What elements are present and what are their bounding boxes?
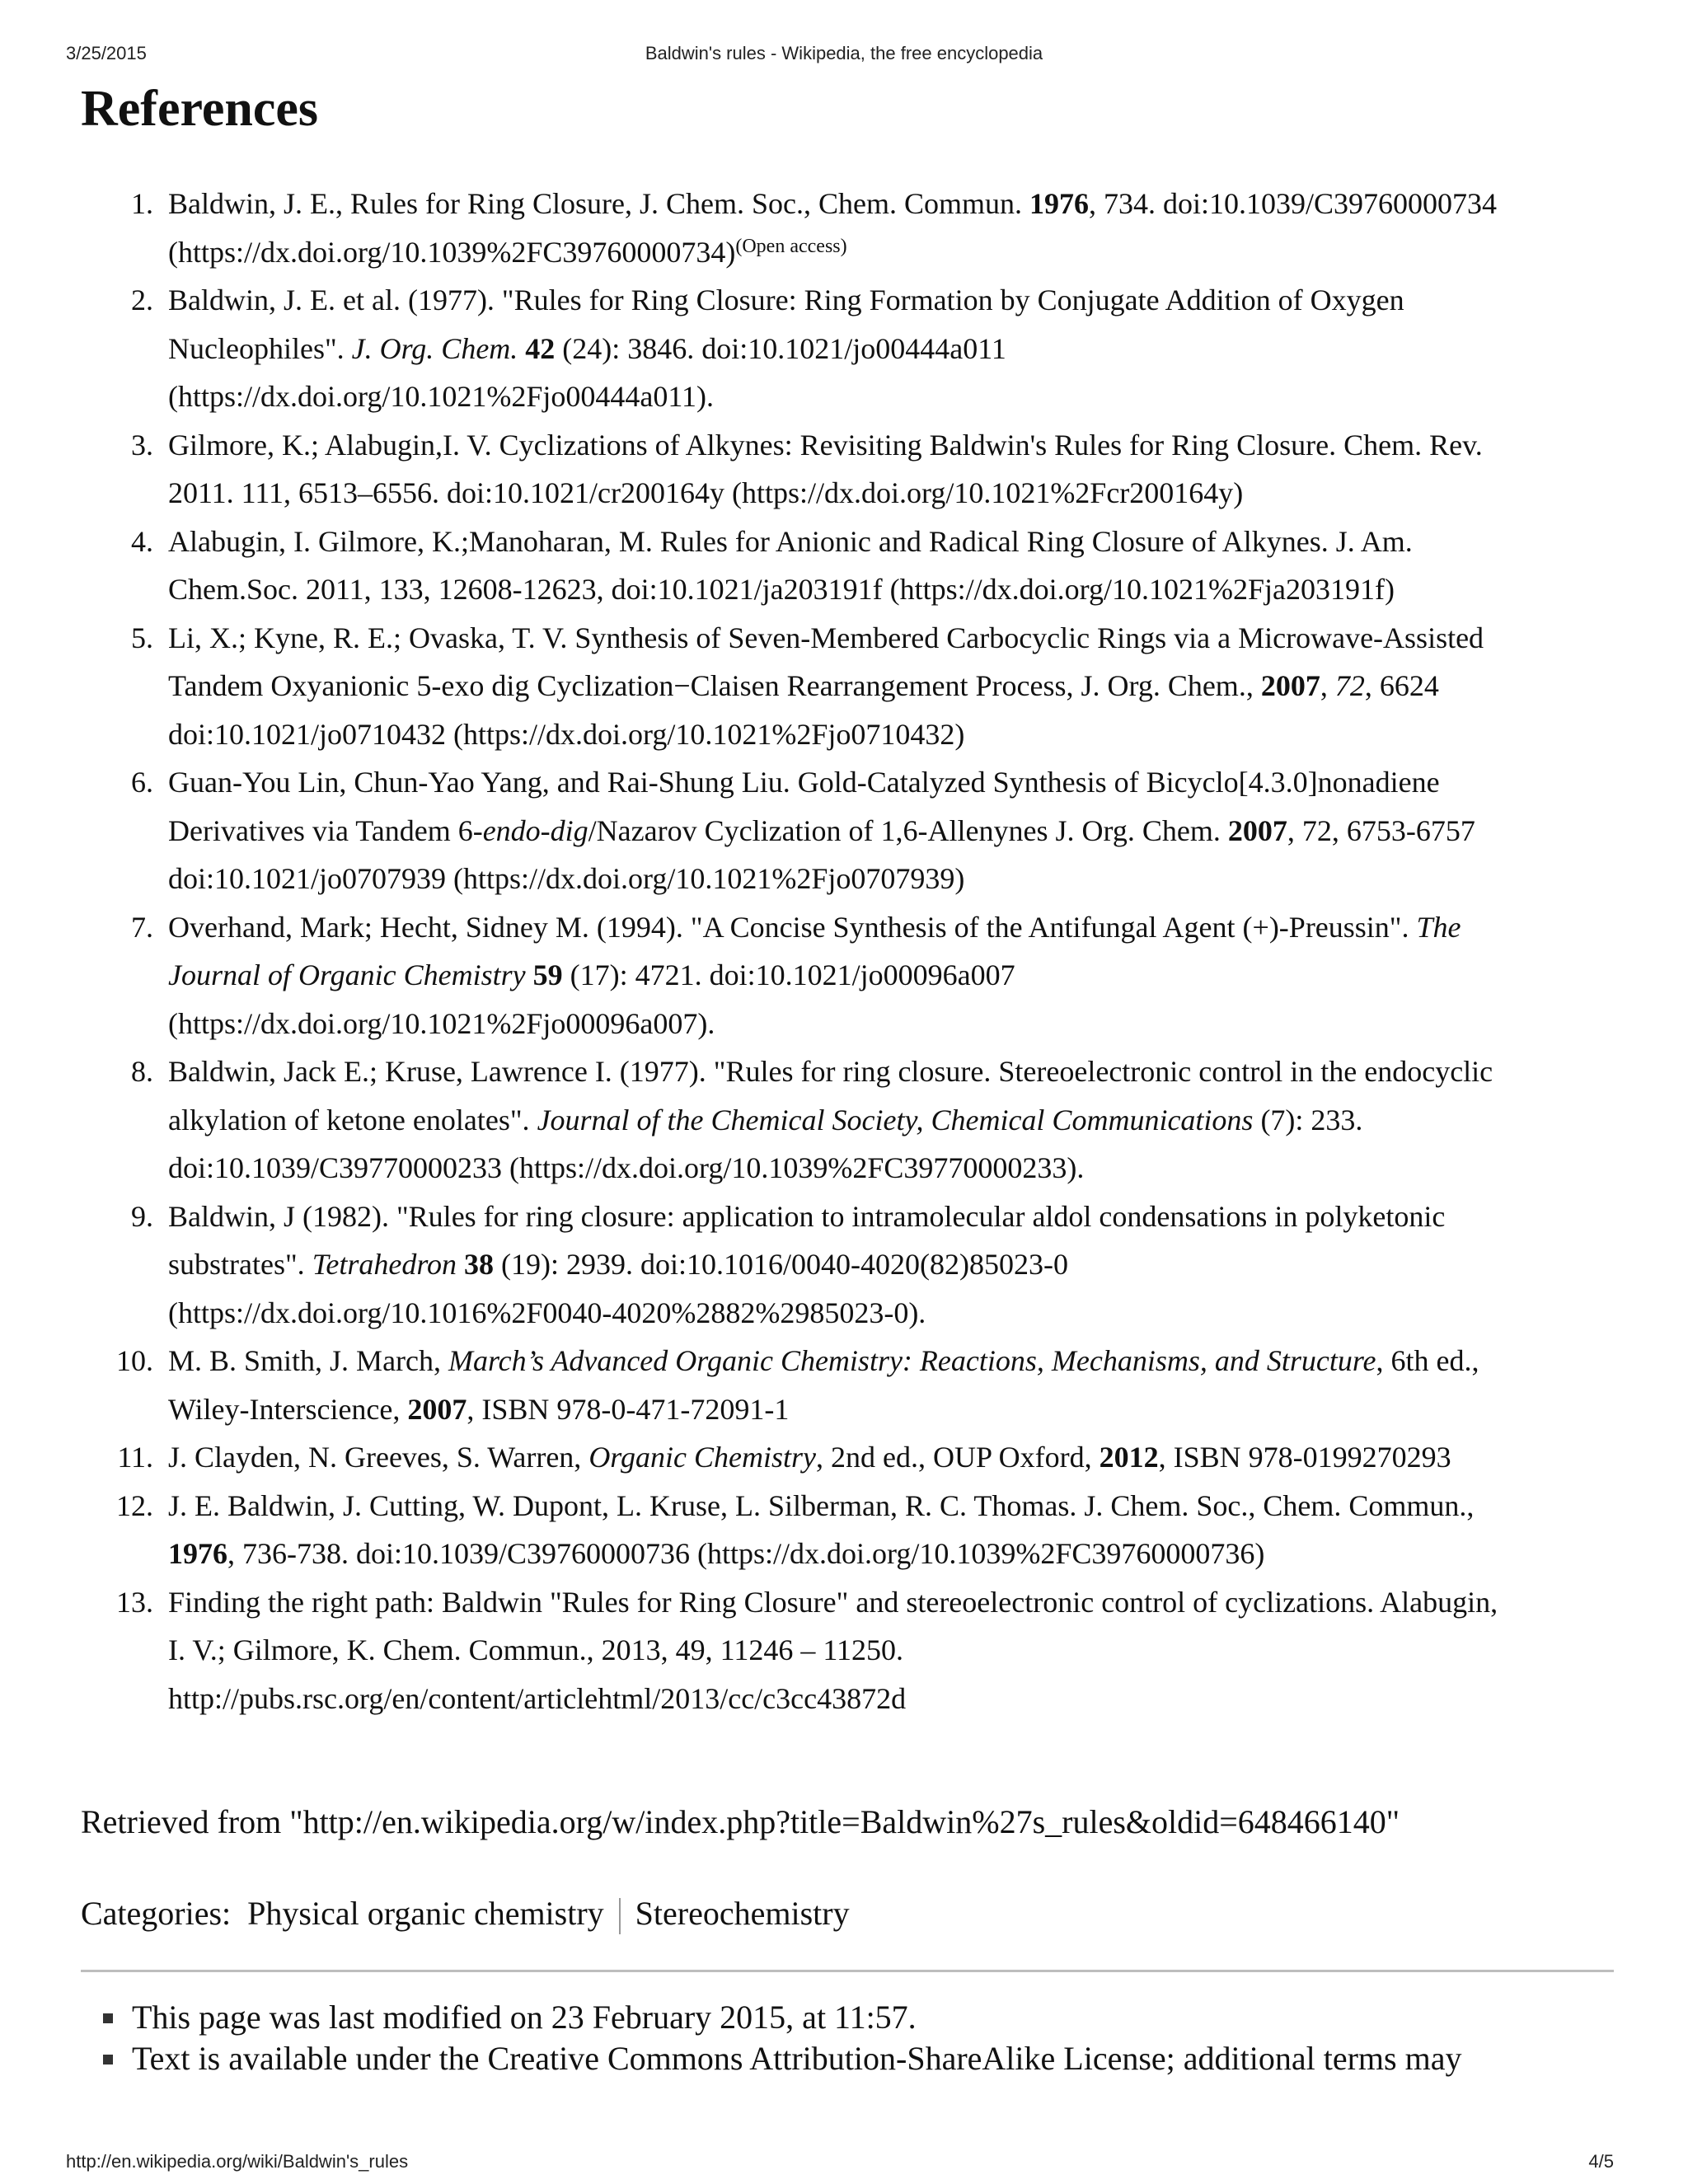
reference-text: J. E. Baldwin, J. Cutting, W. Dupont, L. Kruse, L. Silberman, R. C. Thomas. J. Chem. Soc., Chem. Commun., 1976, 736-738. doi:10.1039/C39760000736 (https://dx.doi.org/10.1039%2FC39760000736) [168,1488,1475,1570]
reference-number: 11. [117,1441,153,1474]
bullet-icon [103,2055,113,2064]
reference-text: Baldwin, J. E. et al. (1977). "Rules for Ring Closure: Ring Formation by Conjugate Addition of Oxygen Nucleophiles". J. Org. Chem. 42 (24): 3846. doi:10.1021/jo00444a011 (https://dx.doi.org/10.1021%2Fjo00444a011). [168,284,1404,413]
footer-info-item [132,1997,1461,2038]
reference-item [131,180,1619,276]
reference-item [131,903,1619,1048]
retrieved-from: Retrieved from "http://en.wikipedia.org/w/index.php?title=Baldwin%27s_rules&oldid=648466140" [81,1803,1400,1840]
print-url: http://en.wikipedia.org/wiki/Baldwin's_rules [66,2151,409,2172]
reference-text: Baldwin, J (1982). "Rules for ring closure: application to intramolecular aldol condensations in polyketonic substrates". Tetrahedron 38 (19): 2939. doi:10.1016/0040-4020(82)85023-0 (https://dx.doi.org/10.1016%2F0040-4020%2882%2985023-0). [168,1199,1446,1329]
reference-item [131,421,1619,518]
license-text: Text is available under the Creative Commons Attribution-ShareAlike License; additional terms may [132,2040,1462,2077]
references-list [116,180,1619,1722]
category-link[interactable]: Physical organic chemistry [247,1895,604,1932]
reference-number: 10. [116,1344,153,1377]
reference-item [131,614,1619,759]
reference-item [117,1433,1619,1482]
reference-text: Alabugin, I. Gilmore, K.;Manoharan, M. Rules for Anionic and Radical Ring Closure of Alkynes. J. Am. Chem.Soc. 2011, 133, 12608-12623, doi:10.1021/ja203191f (https://dx.doi.org/10.1021%2Fja203191f) [168,524,1413,606]
reference-text: Gilmore, K.; Alabugin,I. V. Cyclizations of Alkynes: Revisiting Baldwin's Rules for Ring Closure. Chem. Rev. 2011. 111, 6513–6556. doi:10.1021/cr200164y (https://dx.doi.org/10.1021%2Fcr200164y) [168,428,1483,509]
reference-text: Baldwin, J. E., Rules for Ring Closure, J. Chem. Soc., Chem. Commun. 1976, 734. doi:10.1039/C39760000734 (https://dx.doi.org/10.1039%2FC39760000734)$^{(Open access)}$ [168,187,1498,269]
reference-item [131,518,1619,614]
reference-item [116,1337,1619,1433]
reference-number: 2. [131,284,153,316]
reference-number: 8. [131,1055,153,1088]
print-date: 3/25/2015 [66,43,147,63]
reference-text: Baldwin, Jack E.; Kruse, Lawrence I. (1977). "Rules for ring closure. Stereoelectronic control in the endocyclic alkylation of ketone enolates". Journal of the Chemical Society, Chemical Communications (7): 233. doi:10.1039/C39770000233 (https://dx.doi.org/10.1039%2FC39770000233). [168,1055,1493,1184]
footer-divider [81,1970,1614,1972]
category-link[interactable]: Stereochemistry [635,1895,850,1932]
reference-item [116,1482,1619,1578]
categories-bar [81,1886,850,1937]
reference-text: Finding the right path: Baldwin "Rules for Ring Closure" and stereoelectronic control of cyclizations. Alabugin, I. V.; Gilmore, K. Chem. Commun., 2013, 49, 11246 – 11250. http://pubs.rsc.org/en/content/articlehtml/2013/cc/c3cc43872d [168,1585,1498,1715]
reference-number: 3. [131,428,153,462]
print-page-title: Baldwin's rules - Wikipedia, the free encyclopedia [645,43,1043,63]
reference-number: 1. [131,187,153,220]
reference-item [116,1578,1619,1723]
footer-info-item [132,2038,1461,2079]
reference-text: Overhand, Mark; Hecht, Sidney M. (1994). "A Concise Synthesis of the Antifungal Agent (+)-Preussin". The Journal of Organic Chemistry 59 (17): 4721. doi:10.1021/jo00096a007 (https://dx.doi.org/10.1021%2Fjo00096a007). [168,910,1461,1040]
print-page-number: 4/5 [1588,2151,1614,2172]
reference-text: J. Clayden, N. Greeves, S. Warren, Organic Chemistry, 2nd ed., OUP Oxford, 2012, ISBN 978-0199270293 [168,1441,1451,1474]
categories-label: Categories: [81,1895,232,1932]
references-heading: References [81,81,319,137]
reference-number: 5. [131,621,153,654]
reference-number: 9. [131,1199,153,1233]
reference-number: 4. [131,524,153,558]
reference-item [131,276,1619,421]
reference-number: 12. [116,1488,153,1522]
reference-item [131,758,1619,903]
reference-number: 6. [131,766,153,799]
reference-item [131,1047,1619,1193]
reference-text: Li, X.; Kyne, R. E.; Ovaska, T. V. Synthesis of Seven-Membered Carbocyclic Rings via a Microwave-Assisted Tandem Oxyanionic 5-exo dig Cyclization−Claisen Rearrangement Process, J. Org. Chem., 2007, 72, 6624 doi:10.1021/jo0710432 (https://dx.doi.org/10.1021%2Fjo0710432) [168,621,1484,751]
footer-info-list [132,1997,1461,2079]
bullet-icon [103,2013,113,2023]
reference-number: 13. [116,1585,153,1619]
reference-number: 7. [131,910,153,944]
last-modified-text: This page was last modified on 23 February 2015, at 11:57. [132,1999,917,2036]
category-separator [619,1898,621,1934]
reference-item [131,1193,1619,1338]
reference-text: M. B. Smith, J. March, March’s Advanced Organic Chemistry: Reactions, Mechanisms, and Structure, 6th ed., Wiley-Interscience, 2007, ISBN 978-0-471-72091-1 [168,1344,1479,1426]
reference-text: Guan-You Lin, Chun-Yao Yang, and Rai-Shung Liu. Gold-Catalyzed Synthesis of Bicyclo[4.3.0]nonadiene Derivatives via Tandem 6-endo-dig/Nazarov Cyclization of 1,6-Allenynes J. Org. Chem. 2007, 72, 6753-6757 doi:10.1021/jo0707939 (https://dx.doi.org/10.1021%2Fjo0707939) [168,766,1475,895]
